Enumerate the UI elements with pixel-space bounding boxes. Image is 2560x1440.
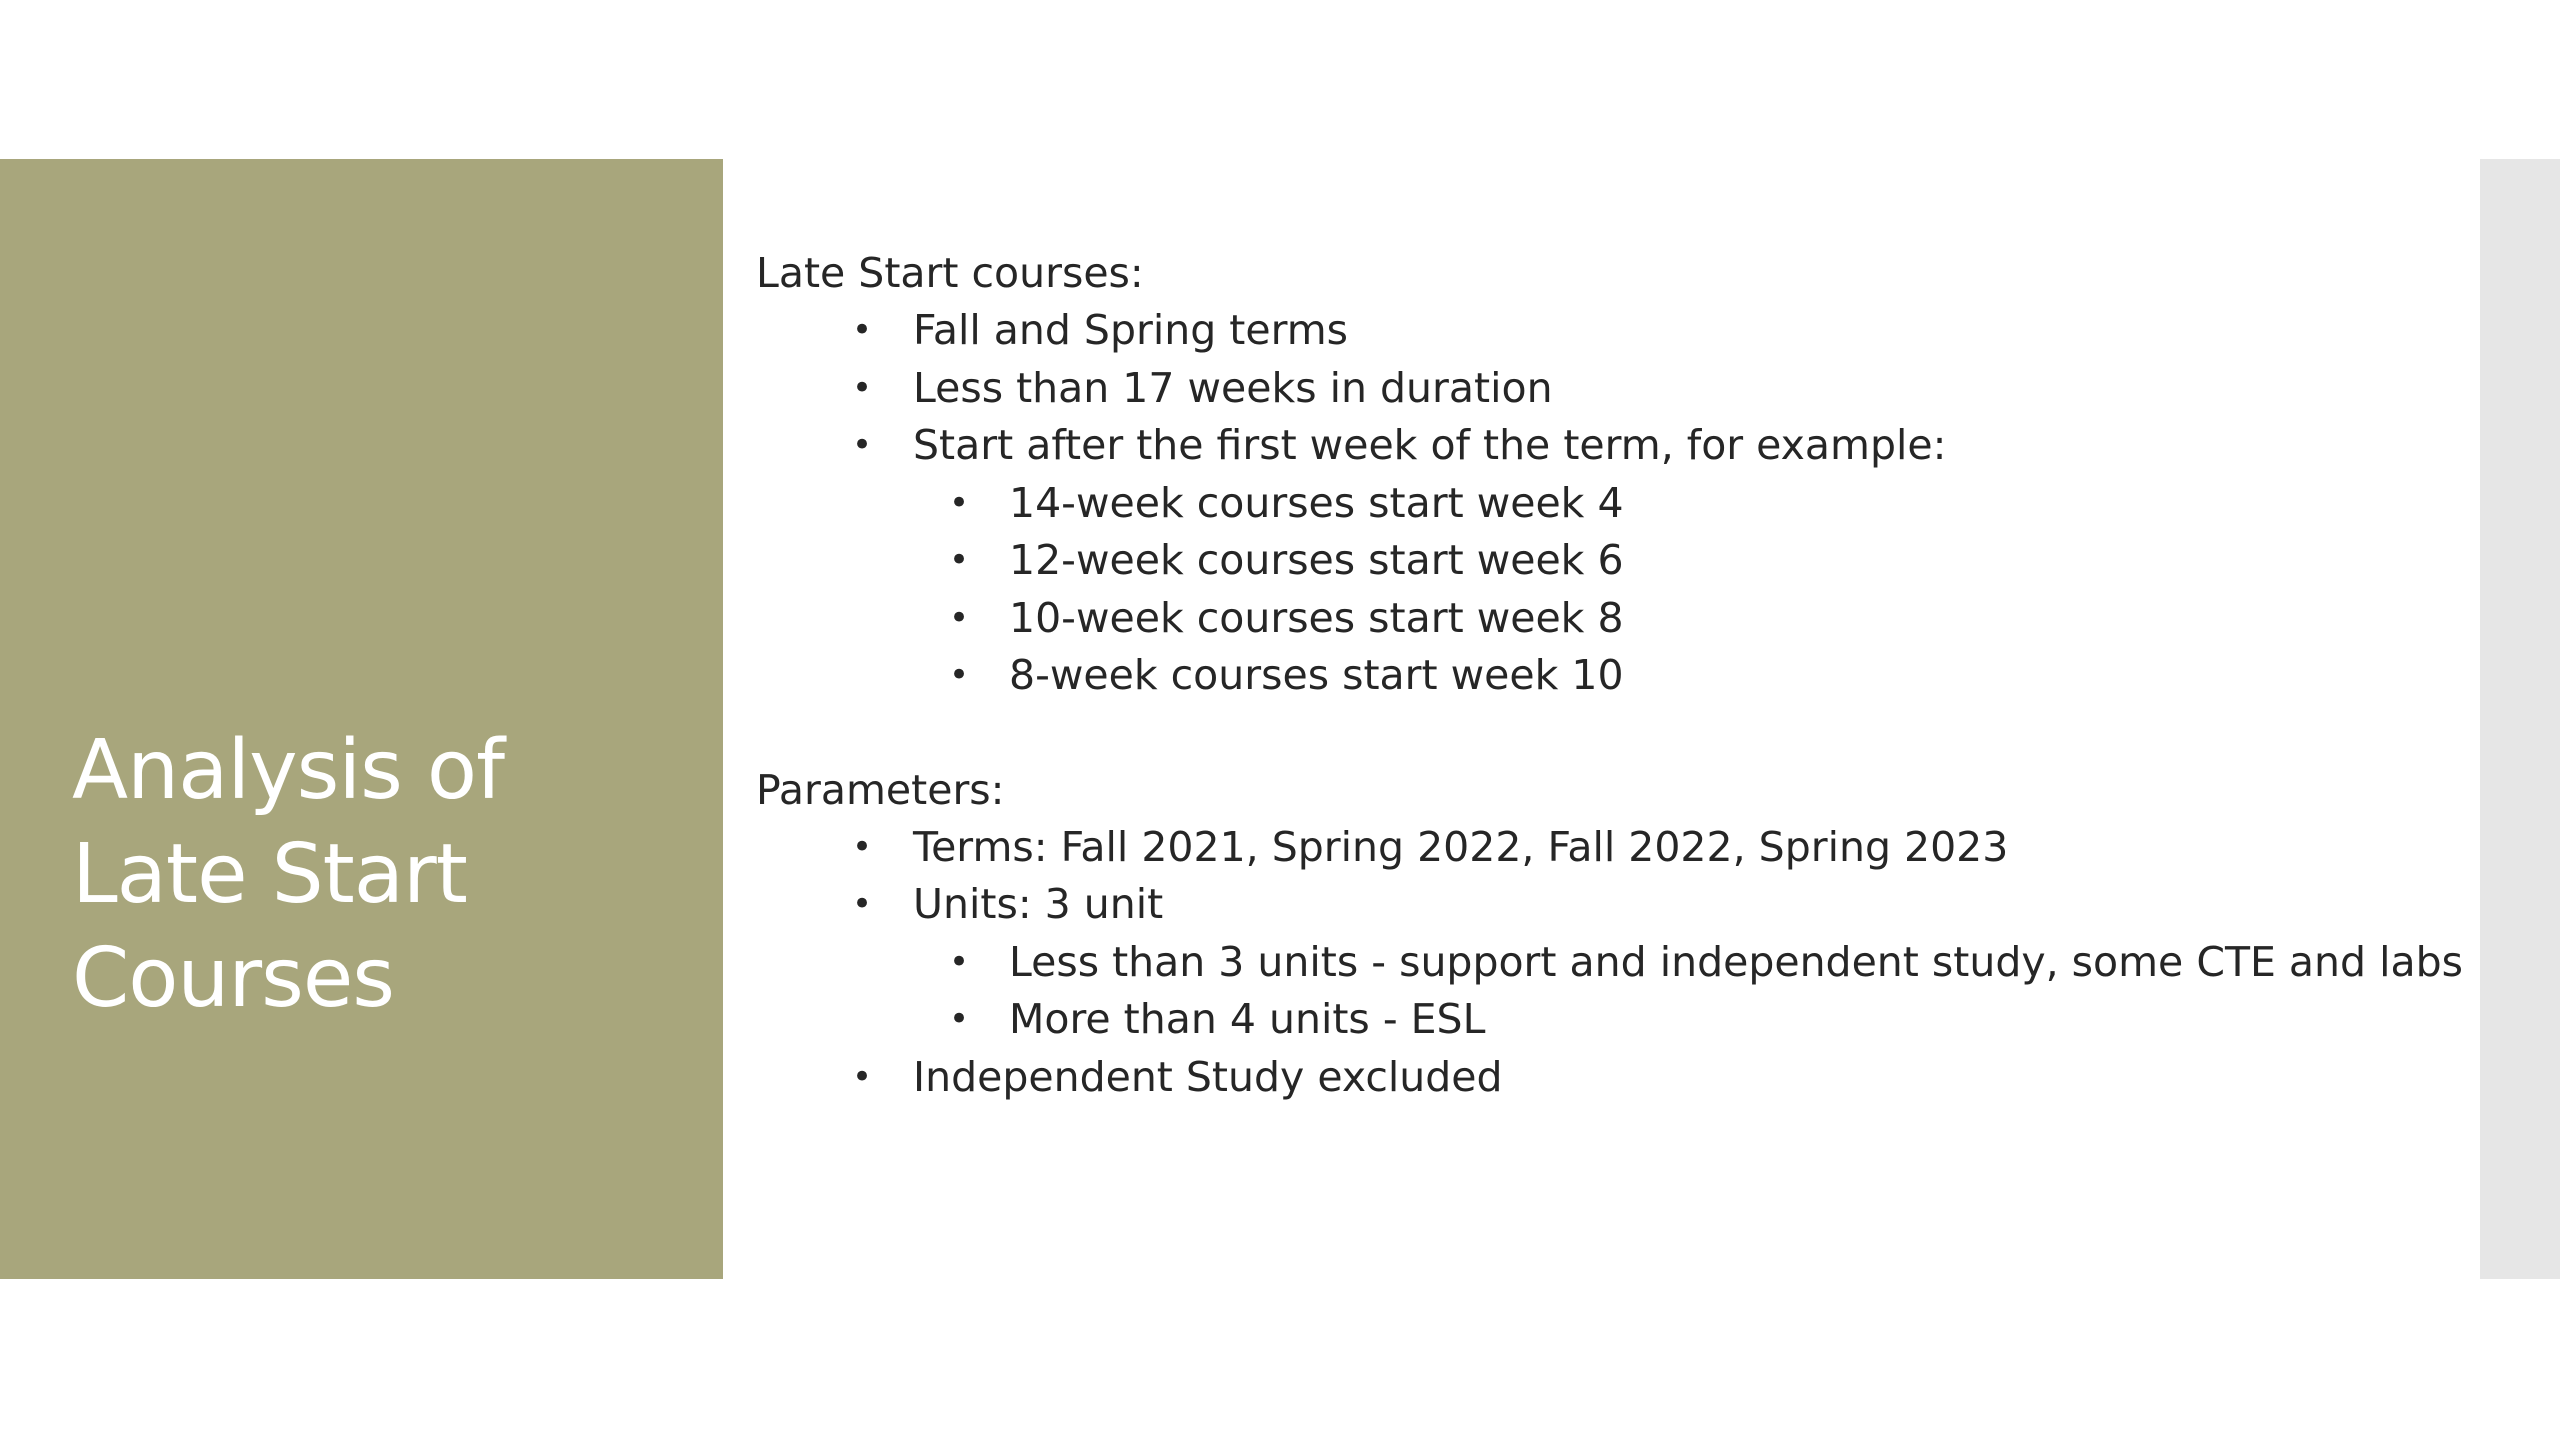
sub-list-item	[756, 590, 2456, 648]
list-item	[756, 360, 2456, 418]
list-item	[756, 876, 2456, 934]
slide-title-line-2: Late Start	[72, 827, 467, 922]
list-item-text: Start after the first week of the term, for example:	[913, 421, 1947, 469]
sub-list-item-text: 10-week courses start week 8	[1009, 593, 1624, 642]
sub-list-item	[756, 532, 2456, 590]
list-item-text: Units: 3 unit	[913, 880, 1164, 928]
list-item	[756, 819, 2456, 877]
sub-list-item	[756, 991, 2456, 1049]
parameters-heading: Parameters:	[756, 765, 1005, 814]
bullet-icon: •	[852, 367, 873, 408]
sub-list-item-text: More than 4 units - ESL	[1009, 995, 1486, 1043]
list-item-text: Terms: Fall 2021, Spring 2022, Fall 2022, Spring 2023	[913, 822, 2009, 871]
sub-list-item-text: 14-week courses start week 4	[1009, 478, 1624, 527]
bullet-icon: •	[949, 482, 970, 523]
sub-list-item-text: 12-week courses start week 6	[1009, 536, 1624, 584]
late-start-heading: Late Start courses:	[756, 249, 1144, 297]
sub-list-item	[756, 934, 2463, 992]
bullet-icon: •	[852, 826, 873, 867]
bullet-icon: •	[949, 540, 970, 580]
list-item	[756, 302, 2456, 360]
slide-title-line-3: Courses	[72, 931, 395, 1026]
right-accent-strip	[2480, 159, 2560, 1279]
sub-list-item-text: 8-week courses start week 10	[1009, 651, 1624, 699]
slide-title	[72, 719, 692, 1031]
list-item	[756, 417, 2456, 475]
bullet-icon: •	[852, 884, 873, 924]
bullet-icon: •	[949, 999, 970, 1039]
sub-list-item	[756, 475, 2456, 533]
sub-list-item-text: Less than 3 units - support and independent study, some CTE and labs	[1009, 937, 2463, 986]
bullet-icon: •	[949, 655, 970, 695]
list-item-text: Independent Study excluded	[913, 1052, 1503, 1101]
slide-body	[756, 244, 2463, 1106]
list-item	[756, 1049, 2456, 1107]
list-item-text: Fall and Spring terms	[913, 306, 1349, 354]
section-spacer	[756, 705, 2456, 761]
title-panel	[0, 159, 723, 1279]
bullet-icon: •	[949, 597, 970, 638]
bullet-icon: •	[949, 941, 970, 982]
bullet-icon: •	[852, 310, 873, 350]
bullet-icon: •	[852, 1056, 873, 1097]
slide-title-line-1: Analysis of	[72, 723, 504, 818]
list-item-text: Less than 17 weeks in duration	[913, 363, 1553, 412]
bullet-icon: •	[852, 425, 873, 465]
sub-list-item	[756, 647, 2456, 705]
